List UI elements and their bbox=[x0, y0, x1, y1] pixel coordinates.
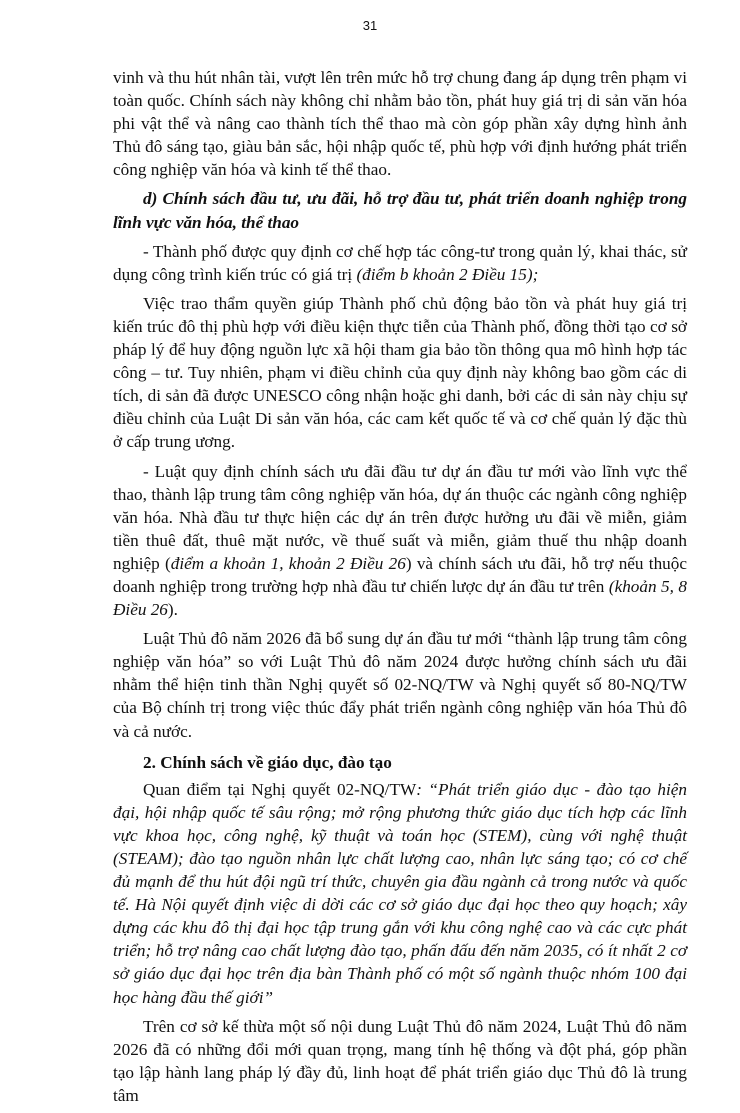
section-heading-2: 2. Chính sách về giáo dục, đào tạo bbox=[143, 752, 392, 772]
paragraph-text: ) và chính sách ưu đãi, hỗ trợ nếu thuộc doanh nghiệp trong trường hợp nhà đầu tư chiến lược dự án đầu tư trên bbox=[113, 553, 687, 596]
paragraph-public-private bbox=[113, 240, 687, 286]
paragraph-law-2026: Luật Thủ đô năm 2026 đã bổ sung dự án đầu tư mới “thành lập trung tâm công nghiệp văn hóa” so với Luật Thủ đô năm 2024 được hưởng chính sách ưu đãi nhằm thể hiện tinh thần Nghị quyết số 02-NQ/TW và Nghị quyết số 80-NQ/TW của Bộ chính trị trong việc thúc đẩy phát triển ngành công nghiệp văn hóa Thủ đô và cả nước. bbox=[113, 629, 687, 741]
page-content bbox=[113, 66, 687, 1113]
paragraph-education-reform: Trên cơ sở kế thừa một số nội dung Luật Thủ đô năm 2024, Luật Thủ đô năm 2026 đã có những đổi mới quan trọng, mang tính hệ thống và đột phá, góp phần tạo lập hành lang pháp lý đầy đủ, linh hoạt để phát triển giáo dục Thủ đô là trung tâm bbox=[113, 1016, 687, 1105]
paragraph-text: ). bbox=[167, 600, 178, 620]
legal-reference: (điểm b khoản 2 Điều 15); bbox=[356, 264, 539, 284]
paragraph-continuation: vinh và thu hút nhân tài, vượt lên trên mức hỗ trợ chung đang áp dụng trên phạm vi toàn quốc. Chính sách này không chỉ nhằm bảo tồn, phát huy giá trị di sản văn hóa phi vật thể và nâng cao thành tích thể thao mà còn góp phần xây dựng hình ảnh Thủ đô sáng tạo, giàu bản sắc, hội nhập quốc tế, phù hợp với định hướng phát triển công nghiệp văn hóa và kinh tế thể thao. bbox=[113, 68, 687, 180]
paragraph-text: Quan điểm tại Nghị quyết 02-NQ/TW bbox=[143, 779, 417, 799]
paragraph-text: - Thành phố được quy định cơ chế hợp tác công-tư trong quản lý, khai thác, sử dụng công trình kiến trúc có giá trị bbox=[113, 241, 687, 284]
paragraph-investment-incentives bbox=[113, 460, 687, 622]
quoted-text: : “Phát triển giáo dục - đào tạo hiện đại, hội nhập quốc tế sâu rộng; mở rộng phương thức giáo dục tích hợp các lĩnh vực khoa học, công nghệ, kỹ thuật và toán học (STEM), cùng với nghệ thuật (STEAM); đào tạo nguồn nhân lực chất lượng cao, nhân lực sáng tạo; có cơ chế đủ mạnh để thu hút đội ngũ trí thức, chuyên gia đầu ngành cả trong nước và quốc tế. Hà Nội quyết định việc di dời các cơ sở giáo dục đại học theo quy hoạch; xây dựng các khu đô thị đại học tập trung gắn với khu công nghệ cao và các cực phát triển; hỗ trợ nâng cao chất lượng đào tạo, phấn đấu đến năm 2035, có ít nhất 2 cơ sở giáo dục đại học trên địa bàn Thành phố có một số ngành thuộc nhóm 100 đại học hàng đầu thế giới” bbox=[113, 779, 687, 1007]
paragraph-text: - Luật quy định chính sách ưu đãi đầu tư dự án đầu tư mới vào lĩnh vực thể thao, thành lập trung tâm công nghiệp văn hóa, dự án thuộc các ngành công nghiệp văn hóa. Nhà đầu tư thực hiện các dự án trên được hưởng ưu đãi về miễn, giảm tiền thuê đất, thuê mặt nước, về thuế suất và miễn, giảm thuế thu nhập doanh nghiệp ( bbox=[113, 461, 687, 573]
paragraph-resolution-quote bbox=[113, 778, 687, 1009]
section-heading-d: d) Chính sách đầu tư, ưu đãi, hỗ trợ đầu tư, phát triển doanh nghiệp trong lĩnh vực văn hóa, thể thao bbox=[113, 189, 687, 232]
legal-reference: (khoản 5, 8 Điều 26 bbox=[113, 576, 687, 620]
page-number: 31 bbox=[362, 18, 378, 33]
legal-reference: điểm a khoản 1, khoản 2 Điều 26 bbox=[170, 553, 406, 573]
paragraph-authority: Việc trao thẩm quyền giúp Thành phố chủ động bảo tồn và phát huy giá trị kiến trúc đô thị phù hợp với điều kiện thực tiễn của Thành phố, đồng thời tạo cơ sở pháp lý để huy động nguồn lực xã hội tham gia bảo tồn thông qua mô hình hợp tác công – tư. Tuy nhiên, phạm vi điều chỉnh của quy định này không bao gồm các di tích, di sản đã được UNESCO công nhận hoặc ghi danh, bởi các di sản này chịu sự điều chỉnh của Luật Di sản văn hóa, các cam kết quốc tế và cơ chế quản lý đặc thù ở cấp trung ương. bbox=[113, 293, 687, 452]
